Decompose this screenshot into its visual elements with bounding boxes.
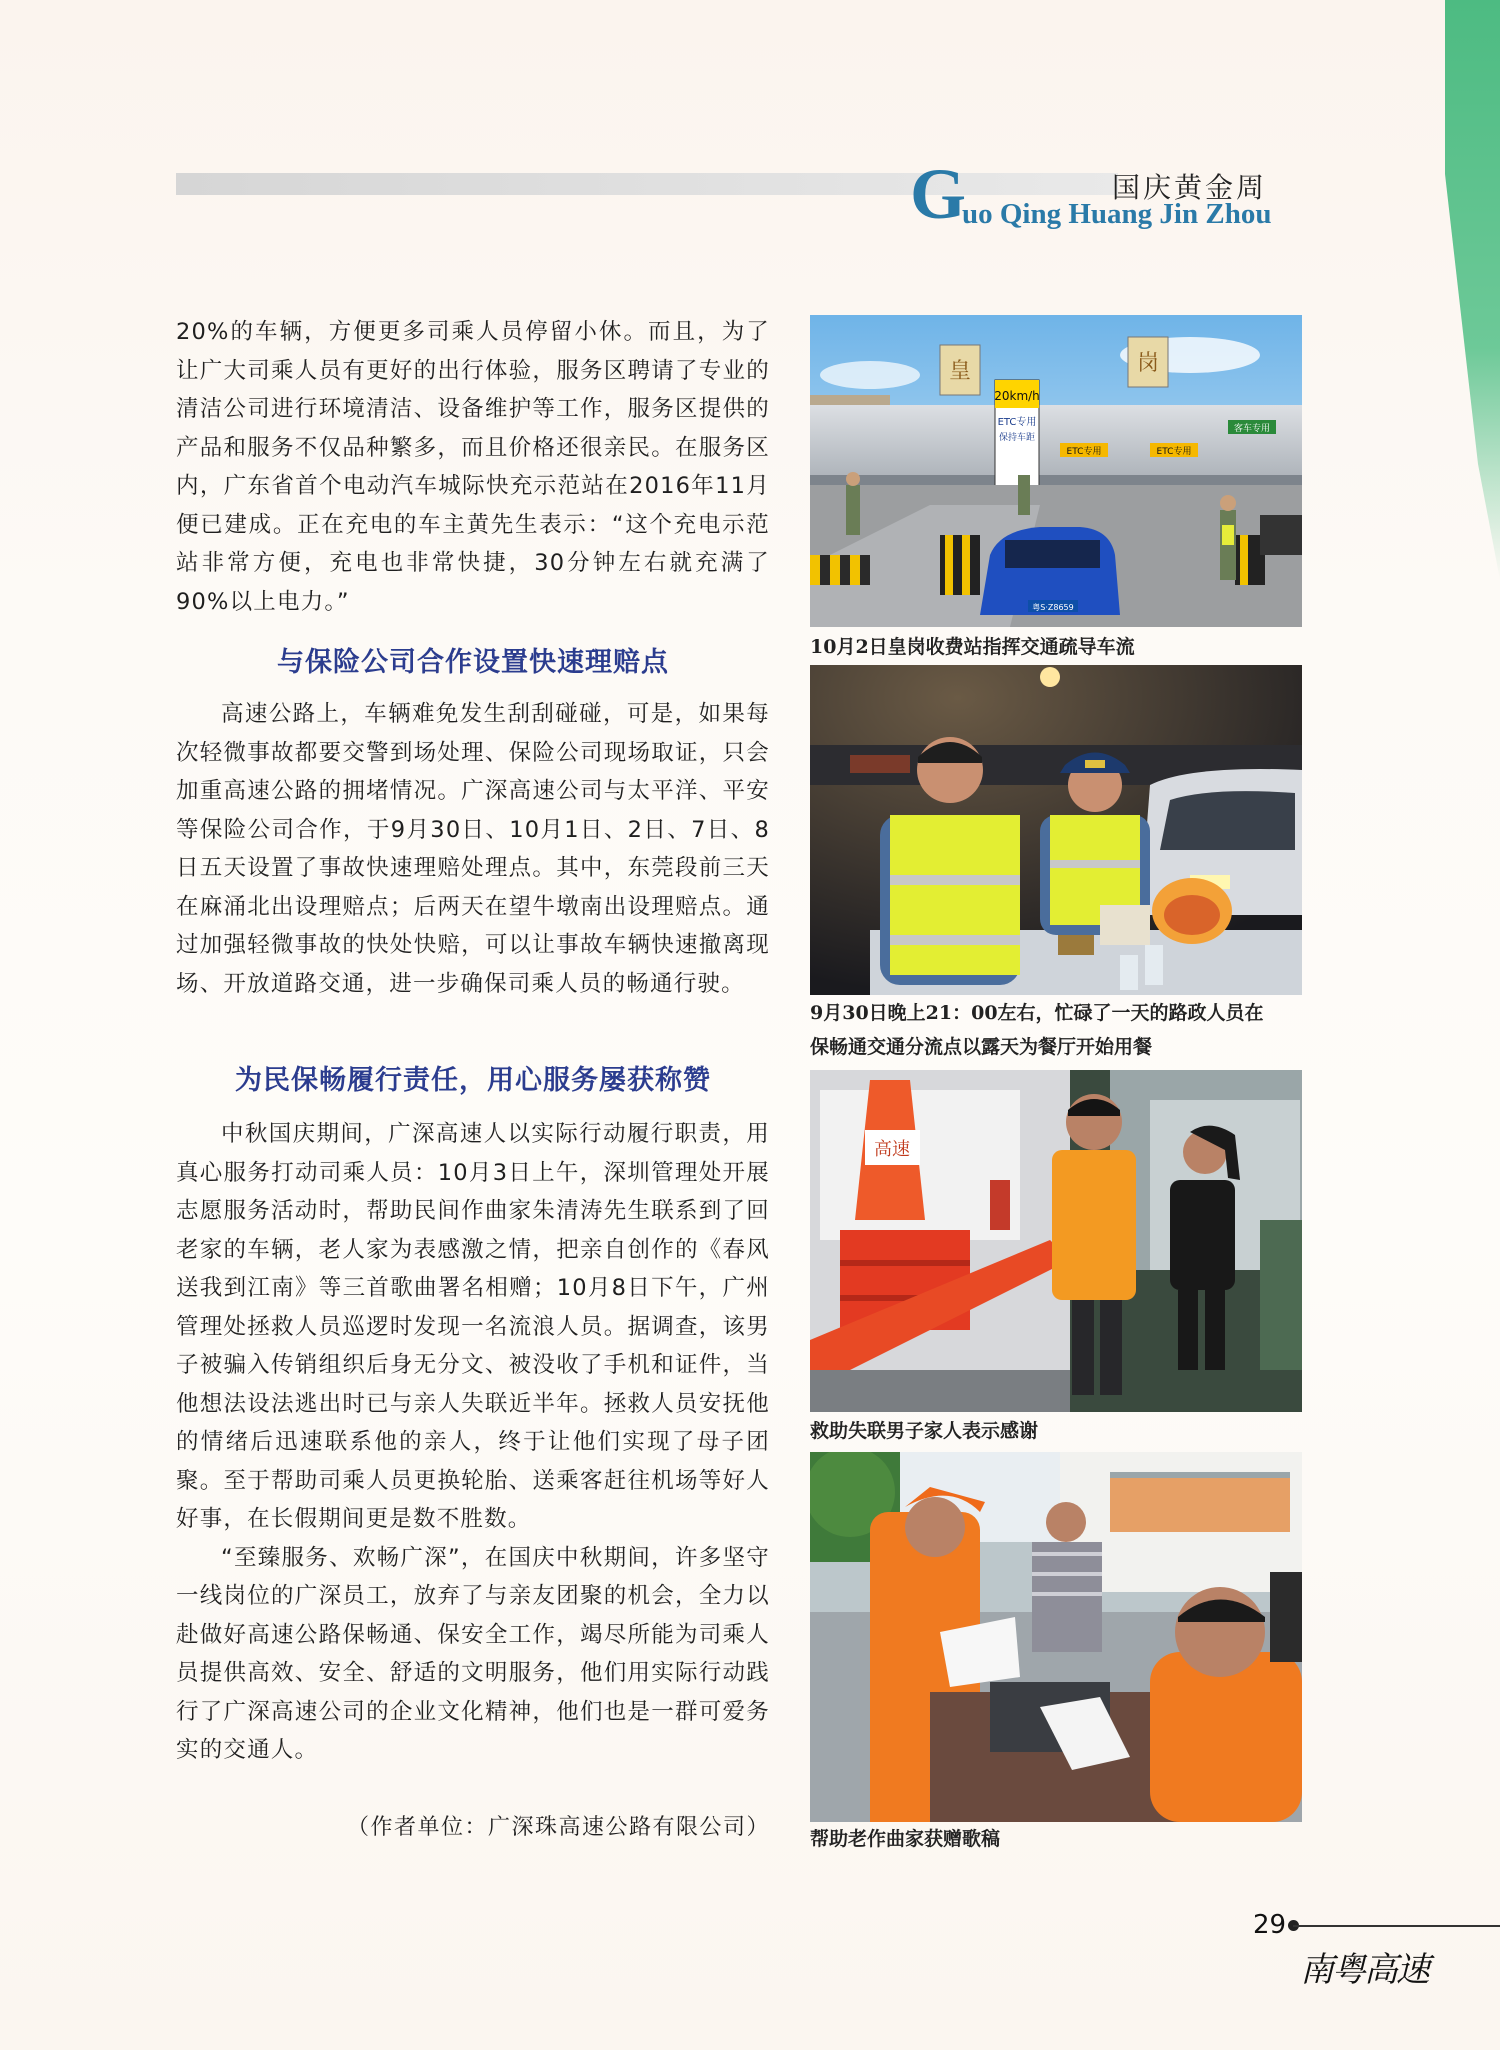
section-title-en: uo Qing Huang Jin Zhou — [962, 198, 1272, 230]
caption-line: 9月30日晚上21：00左右，忙碌了一天的路政人员在 — [810, 1002, 1264, 1024]
lane-sign-1: ETC专用 — [1066, 447, 1102, 457]
truck-text: 高速 — [874, 1139, 910, 1160]
article-section-2 — [176, 1115, 770, 1770]
caption-line: 保畅通交通分流点以露天为餐厅开始用餐 — [810, 1036, 1153, 1058]
photo-rescue-thanks — [810, 1070, 1302, 1412]
header-bar — [176, 173, 1118, 195]
caption-photo-3: 救助失联男子家人表示感谢 — [810, 1420, 1039, 1442]
photo-toll-station — [810, 315, 1302, 627]
subheading-insurance: 与保险公司合作设置快速理赔点 — [277, 647, 669, 678]
section-title-cn: 国庆黄金周 — [1112, 171, 1268, 204]
lane-sign-3: 客车专用 — [1233, 424, 1271, 434]
decorative-green-band — [1445, 0, 1500, 580]
caption-photo-2 — [810, 996, 1310, 1064]
article-section-1 — [176, 695, 770, 1003]
etc-sign-2: 保持车距 — [998, 433, 1036, 443]
gantry-char-2: 岗 — [1136, 351, 1160, 376]
caption-photo-1: 10月2日皇岗收费站指挥交通疏导车流 — [810, 636, 1135, 658]
subheading-service: 为民保畅履行责任，用心服务屡获称赞 — [235, 1065, 711, 1096]
photo-composer — [810, 1452, 1302, 1822]
magazine-logo: 南粤高速 — [1300, 1950, 1428, 1990]
etc-sign: ETC专用 — [997, 417, 1037, 428]
photo-night-meal — [810, 665, 1302, 995]
paragraph: 中秋国庆期间，广深高速人以实际行动履行职责，用真心服务打动司乘人员：10月3日上午，深圳管理处开展志愿服务活动时，帮助民间作曲家朱清涛先生联系到了回老家的车辆，老人家为表感激之情，把亲自创作的《春风送我到江南》等三首歌曲署名相赠；10月8日下午，广州管理处拯救人员巡逻时发现一名流浪人员。据调查，该男子被骗入传销组织后身无分文、被没收了手机和证件，当他想法设法逃出时已与亲人失联近半年。拯救人员安抚他的情绪后迅速联系他的亲人，终于让他们实现了母子团聚。至于帮助司乘人员更换轮胎、送乘客赶往机场等好人好事，在长假期间更是数不胜数。 — [176, 1121, 770, 1532]
paragraph: “至臻服务、欢畅广深”，在国庆中秋期间，许多坚守一线岗位的广深员工，放弃了与亲友团聚的机会，全力以赴做好高速公路保畅通、保安全工作，竭尽所能为司乘人员提供高效、安全、舒适的文明服务，他们用实际行动践行了广深高速公司的企业文化精神，他们也是一群可爱务实的交通人。 — [176, 1544, 770, 1763]
lane-sign-2: ETC专用 — [1156, 447, 1192, 457]
section-title-initial: G — [910, 154, 967, 234]
gantry-char-1: 皇 — [948, 359, 972, 384]
caption-photo-4: 帮助老作曲家获赠歌稿 — [810, 1828, 1001, 1850]
page-number: 29 — [1253, 1910, 1287, 1940]
plate: 粤S·Z8659 — [1032, 603, 1074, 612]
page-number-rule — [1293, 1925, 1500, 1927]
speed-sign: 20km/h — [994, 389, 1040, 403]
paragraph: 高速公路上，车辆难免发生刮刮碰碰，可是，如果每次轻微事故都要交警到场处理、保险公司现场取证，只会加重高速公路的拥堵情况。广深高速公司与太平洋、平安等保险公司合作，于9月30日、10月1日、2日、7日、8日五天设置了事故快速理赔处理点。其中，东莞段前三天在麻涌北出设理赔点；后两天在望牛墩南出设理赔点。通过加强轻微事故的快处快赔，可以让事故车辆快速撤离现场、开放道路交通，进一步确保司乘人员的畅通行驶。 — [176, 701, 771, 997]
author-affiliation: （作者单位：广深珠高速公路有限公司） — [346, 1815, 770, 1840]
paragraph: 20%的车辆，方便更多司乘人员停留小休。而且，为了让广大司乘人员有更好的出行体验，服务区聘请了专业的清洁公司进行环境清洁、设备维护等工作，服务区提供的产品和服务不仅品种繁多，而且价格还很亲民。在服务区内，广东省首个电动汽车城际快充示范站在2016年11月便已建成。正在充电的车主黄先生表示：“这个充电示范站非常方便，充电也非常快捷，30分钟左右就充满了90%以上电力。” — [176, 319, 770, 615]
article-intro — [176, 313, 770, 621]
